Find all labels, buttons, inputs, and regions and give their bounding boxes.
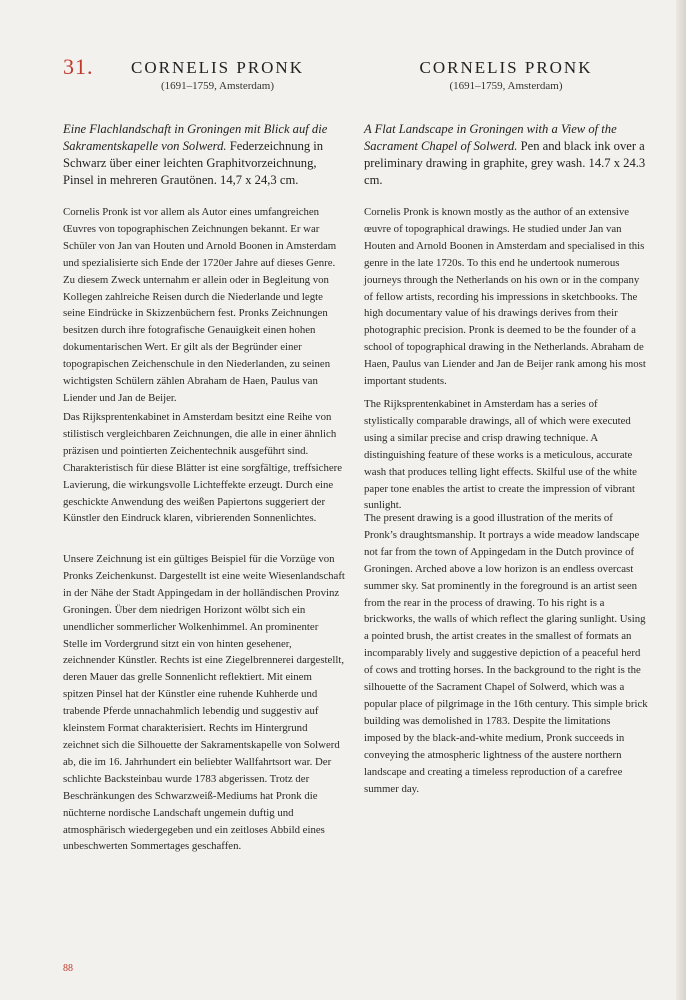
artist-dates-english: (1691–1759, Amsterdam) <box>449 80 563 92</box>
caption-german <box>63 121 343 189</box>
caption-medium-german: Federzeichnung in Schwarz über einer leichten Graphitvorzeichnung, Pinsel in mehreren Grautönen. 14,7 x 24,3 cm. <box>63 139 324 187</box>
artist-dates-german: (1691–1759, Amsterdam) <box>160 80 275 92</box>
caption-title-german: Eine Flachlandschaft in Groningen mit Blick auf die Sakramentskapelle von Solwerd. <box>63 122 328 153</box>
catalogue-number: 31. <box>63 54 94 79</box>
paragraph-german-1: Cornelis Pronk ist vor allem als Autor eines umfangreichen Œuvres von topographischen Zeichnungen bekannt. Er war Schüler von Jan van Houten und Arnold Boonen in Amsterdam und spezialisierte sich Ende der 1720er Jahre auf dieses Genre. Zu diesem Zweck unternahm er allein oder in Begleitung von Kollegen zahlreiche Reisen durch die Niederlande und legte seine Eindrücke in Skizzenbüchern fest. Pronks Zeichnungen besitzen durch ihre fotografische Genauigkeit einen hohen dokumentarischen Wert. Er gilt als der Begründer einer topograpischen Zeichenschule in den Niederlanden, zu seinen wichtigsten Schülern zählen Abraham de Haen, Paulus van Liender und Jan de Beijer. <box>63 206 337 404</box>
caption-english <box>364 121 648 189</box>
paragraph-german-2: Das Rijksprentenkabinet in Amsterdam besitzt eine Reihe von stilistisch vergleichbaren Zeichnungen, die alle in einer ähnlich präzisen und pointierten Zeichentechnik ausgeführt sind. Charakteristisch für diese Blätter ist eine sorgfältige, treffsichere Lavierung, die wirkungsvolle Lichteffekte erzeugt. Durch eine geschickte Anwendung des weißen Papiertons suggeriert der Künstler den Eindruck klaren, vibrierenden Sonnenlichtes. <box>63 411 343 525</box>
artist-name-english: CORNELIS PRONK <box>419 58 593 77</box>
caption-medium-english: Pen and black ink over a preliminary drawing in graphite, grey wash. 14.7 x 24.3 cm. <box>364 139 646 187</box>
paragraph-english-2: The Rijksprentenkabinet in Amsterdam has a series of stylistically comparable drawings, all of which were executed using a similar precise and crisp drawing technique. A distinguishing feature of these works is a meticulous, accurate wash that produces telling light effects. Skilful use of the white paper tone enables the artist to create the impression of vibrant sunlight. <box>364 398 637 512</box>
artist-name-german: CORNELIS PRONK <box>131 58 304 77</box>
page-number: 88 <box>63 963 73 974</box>
paragraph-english-3: The present drawing is a good illustration of the merits of Pronk’s draughtsmanship. It portrays a wide meadow landscape not far from the town of Appingedam in the Dutch province of Groningen. Arched above a low horizon is an endless overcast summer sky. Sat prominently in the foreground is an artist seen from the rear in the process of drawing. To his right is a brickworks, the walls of which reflect the glaring sunlight. Using a pointed brush, the artist creates in the smallest of formats an incomparably lively and suggestive depiction of a peaceful herd of cows and trotting horses. In the background to the right is the silhouette of the Sacrament Chapel of Solwerd, which was a popular place of pilgrimage in the 16th century. This simple brick building was demolished in 1783. Despite the limitations imposed by the black-and-white medium, Pronk succeeds in conveying the atmospheric lightness of the austere northern landscape and creating a timeless reproduction of a carefree summer day. <box>364 512 648 795</box>
paragraph-german-3: Unsere Zeichnung ist ein gültiges Beispiel für die Vorzüge von Pronks Zeichenkunst. Dargestellt ist eine weite Wiesenlandschaft in der Nähe der Stadt Appingedam in der holländischen Provinz Groningen. Über dem niedrigen Horizont wölbt sich ein unendlicher sommerlicher Wolkenhimmel. An prominenter Stelle im Vordergrund sitzt ein von hinten gesehener, zeichnender Künstler. Rechts ist eine Ziegelbrennerei dargestellt, deren Mauer das grelle Sonnenlicht reflektiert. Mit einem spitzen Pinsel hat der Künstler eine ruhende Kuhherde und trabende Pferde unnachahmlich lebendig und suggestiv auf kleinstem Format charakterisiert. Rechts im Hintergrund zeichnet sich die Silhouette der Sakramentskapelle von Solwerd ab, die im 16. Jahrhundert ein beliebter Wallfahrtsort war. Der schlichte Backsteinbau wurde 1783 abgerissen. Trotz der Beschränkungen des Schwarzweiß-Mediums hat Pronk die nüchterne nordische Landschaft ungemein duftig und atmosphärisch wiedergegeben und ein zeitloses Abbild eines unbeschwerten Sommertages geschaffen. <box>63 553 345 853</box>
paragraph-english-1: Cornelis Pronk is known mostly as the author of an extensive œuvre of topographical drawings. He studied under Jan van Houten and Arnold Boonen in Amsterdam and specialised in this genre in the late 1720s. To this end he undertook numerous journeys through the Netherlands on his own or in the company of fellow artists, recording his impressions in sketchbooks. The high documentary value of his drawings derives from their photographic precision. Pronk is deemed to be the founder of a school of topographical drawing in the Netherlands. Abraham de Haen, Paulus van Liender and Jan de Beijer rank among his most important students. <box>364 206 646 388</box>
caption-title-english: A Flat Landscape in Groningen with a View of the Sacrament Chapel of Solwerd. <box>364 122 617 153</box>
page-edge <box>676 0 686 1000</box>
